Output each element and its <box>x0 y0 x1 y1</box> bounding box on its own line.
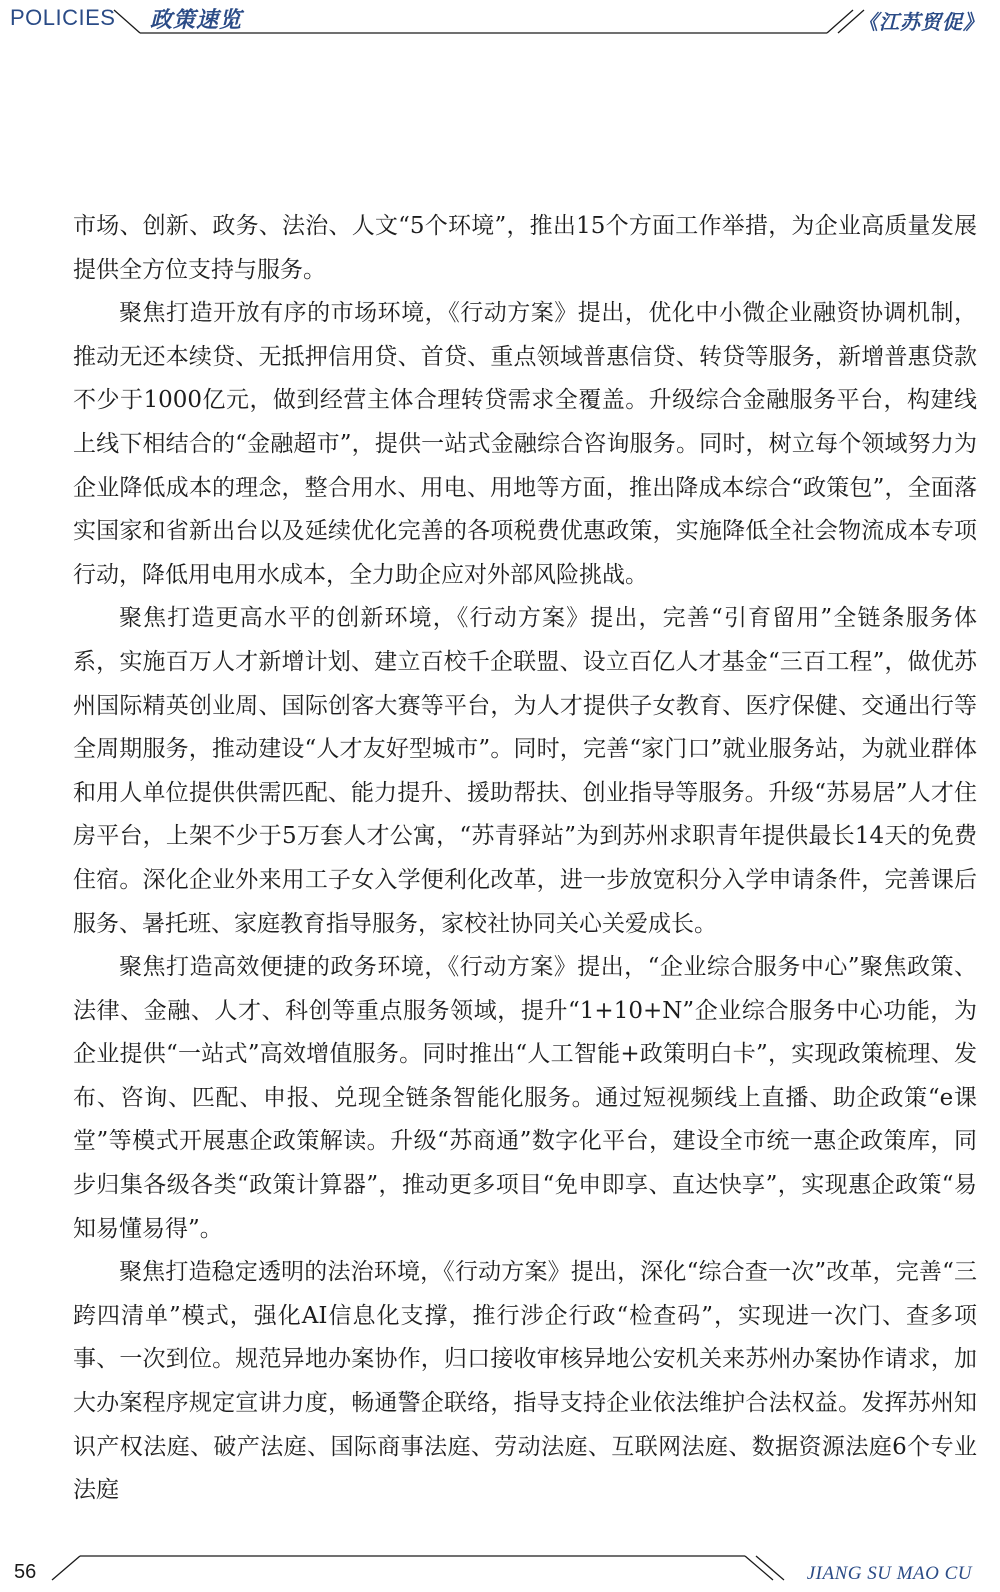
magazine-title: 《江苏贸促》 <box>858 10 984 34</box>
magazine-name-en: JIANG SU MAO CU <box>806 1563 972 1584</box>
page-header <box>0 0 1000 48</box>
page-number: 56 <box>14 1561 37 1583</box>
page-footer <box>0 1544 1000 1592</box>
paragraph: 聚焦打造开放有序的市场环境，《行动方案》提出，优化中小微企业融资协调机制，推动无还本续贷、无抵押信用贷、首贷、重点领域普惠信贷、转贷等服务，新增普惠贷款不少于1000亿元，做到经营主体合理转贷需求全覆盖。升级综合金融服务平台，构建线上线下相结合的“金融超市”，提供一站式金融综合咨询服务。同时，树立每个领域努力为企业降低成本的理念，整合用水、用电、用地等方面，推出降成本综合“政策包”，全面落实国家和省新出台以及延续优化完善的各项税费优惠政策，实施降低全社会物流成本专项行动，降低用电用水成本，全力助企应对外部风险挑战。 <box>73 300 977 588</box>
paragraph: 聚焦打造稳定透明的法治环境，《行动方案》提出，深化“综合查一次”改革，完善“三跨四清单”模式，强化AI信息化支撑，推行涉企行政“检查码”，实现进一次门、查多项事、一次到位。规范异地办案协作，归口接收审核异地公安机关来苏州办案协作请求，加大办案程序规定宣讲力度，畅通警企联络，指导支持企业依法维护合法权益。发挥苏州知识产权法庭、破产法庭、国际商事法庭、劳动法庭、互联网法庭、数据资源法庭6个专业法庭 <box>73 1259 977 1504</box>
paragraph: 聚焦打造更高水平的创新环境，《行动方案》提出，完善“引育留用”全链条服务体系，实施百万人才新增计划、建立百校千企联盟、设立百亿人才基金“三百工程”，做优苏州国际精英创业周、国际创客大赛等平台，为人才提供子女教育、医疗保健、交通出行等全周期服务，推动建设“人才友好型城市”。同时，完善“家门口”就业服务站，为就业群体和用人单位提供供需匹配、能力提升、援助帮扶、创业指导等服务。升级“苏易居”人才住房平台，上架不少于5万套人才公寓，“苏青驿站”为到苏州求职青年提供最长14天的免费住宿。深化企业外来用工子女入学便利化改革，进一步放宽积分入学申请条件，完善课后服务、暑托班、家庭教育指导服务，家校社协同关心关爱成长。 <box>73 605 977 937</box>
paragraph: 聚焦打造高效便捷的政务环境，《行动方案》提出，“企业综合服务中心”聚焦政策、法律、金融、人才、科创等重点服务领域，提升“1+10+N”企业综合服务中心功能，为企业提供“一站式”高效增值服务。同时推出“人工智能+政策明白卡”，实现政策梳理、发布、咨询、匹配、申报、兑现全链条智能化服务。通过短视频线上直播、助企政策“e课堂”等模式开展惠企政策解读。升级“苏商通”数字化平台，建设全市统一惠企政策库，同步归集各级各类“政策计算器”，推动更多项目“免申即享、直达快享”，实现惠企政策“易知易懂易得”。 <box>73 954 977 1242</box>
article-body <box>73 205 977 1513</box>
paragraph: 市场、创新、政务、法治、人文“5个环境”，推出15个方面工作举措，为企业高质量发展提供全方位支持与服务。 <box>73 213 977 283</box>
section-title-en: POLICIES <box>10 5 116 30</box>
section-title-cn: 政策速览 <box>150 7 243 33</box>
